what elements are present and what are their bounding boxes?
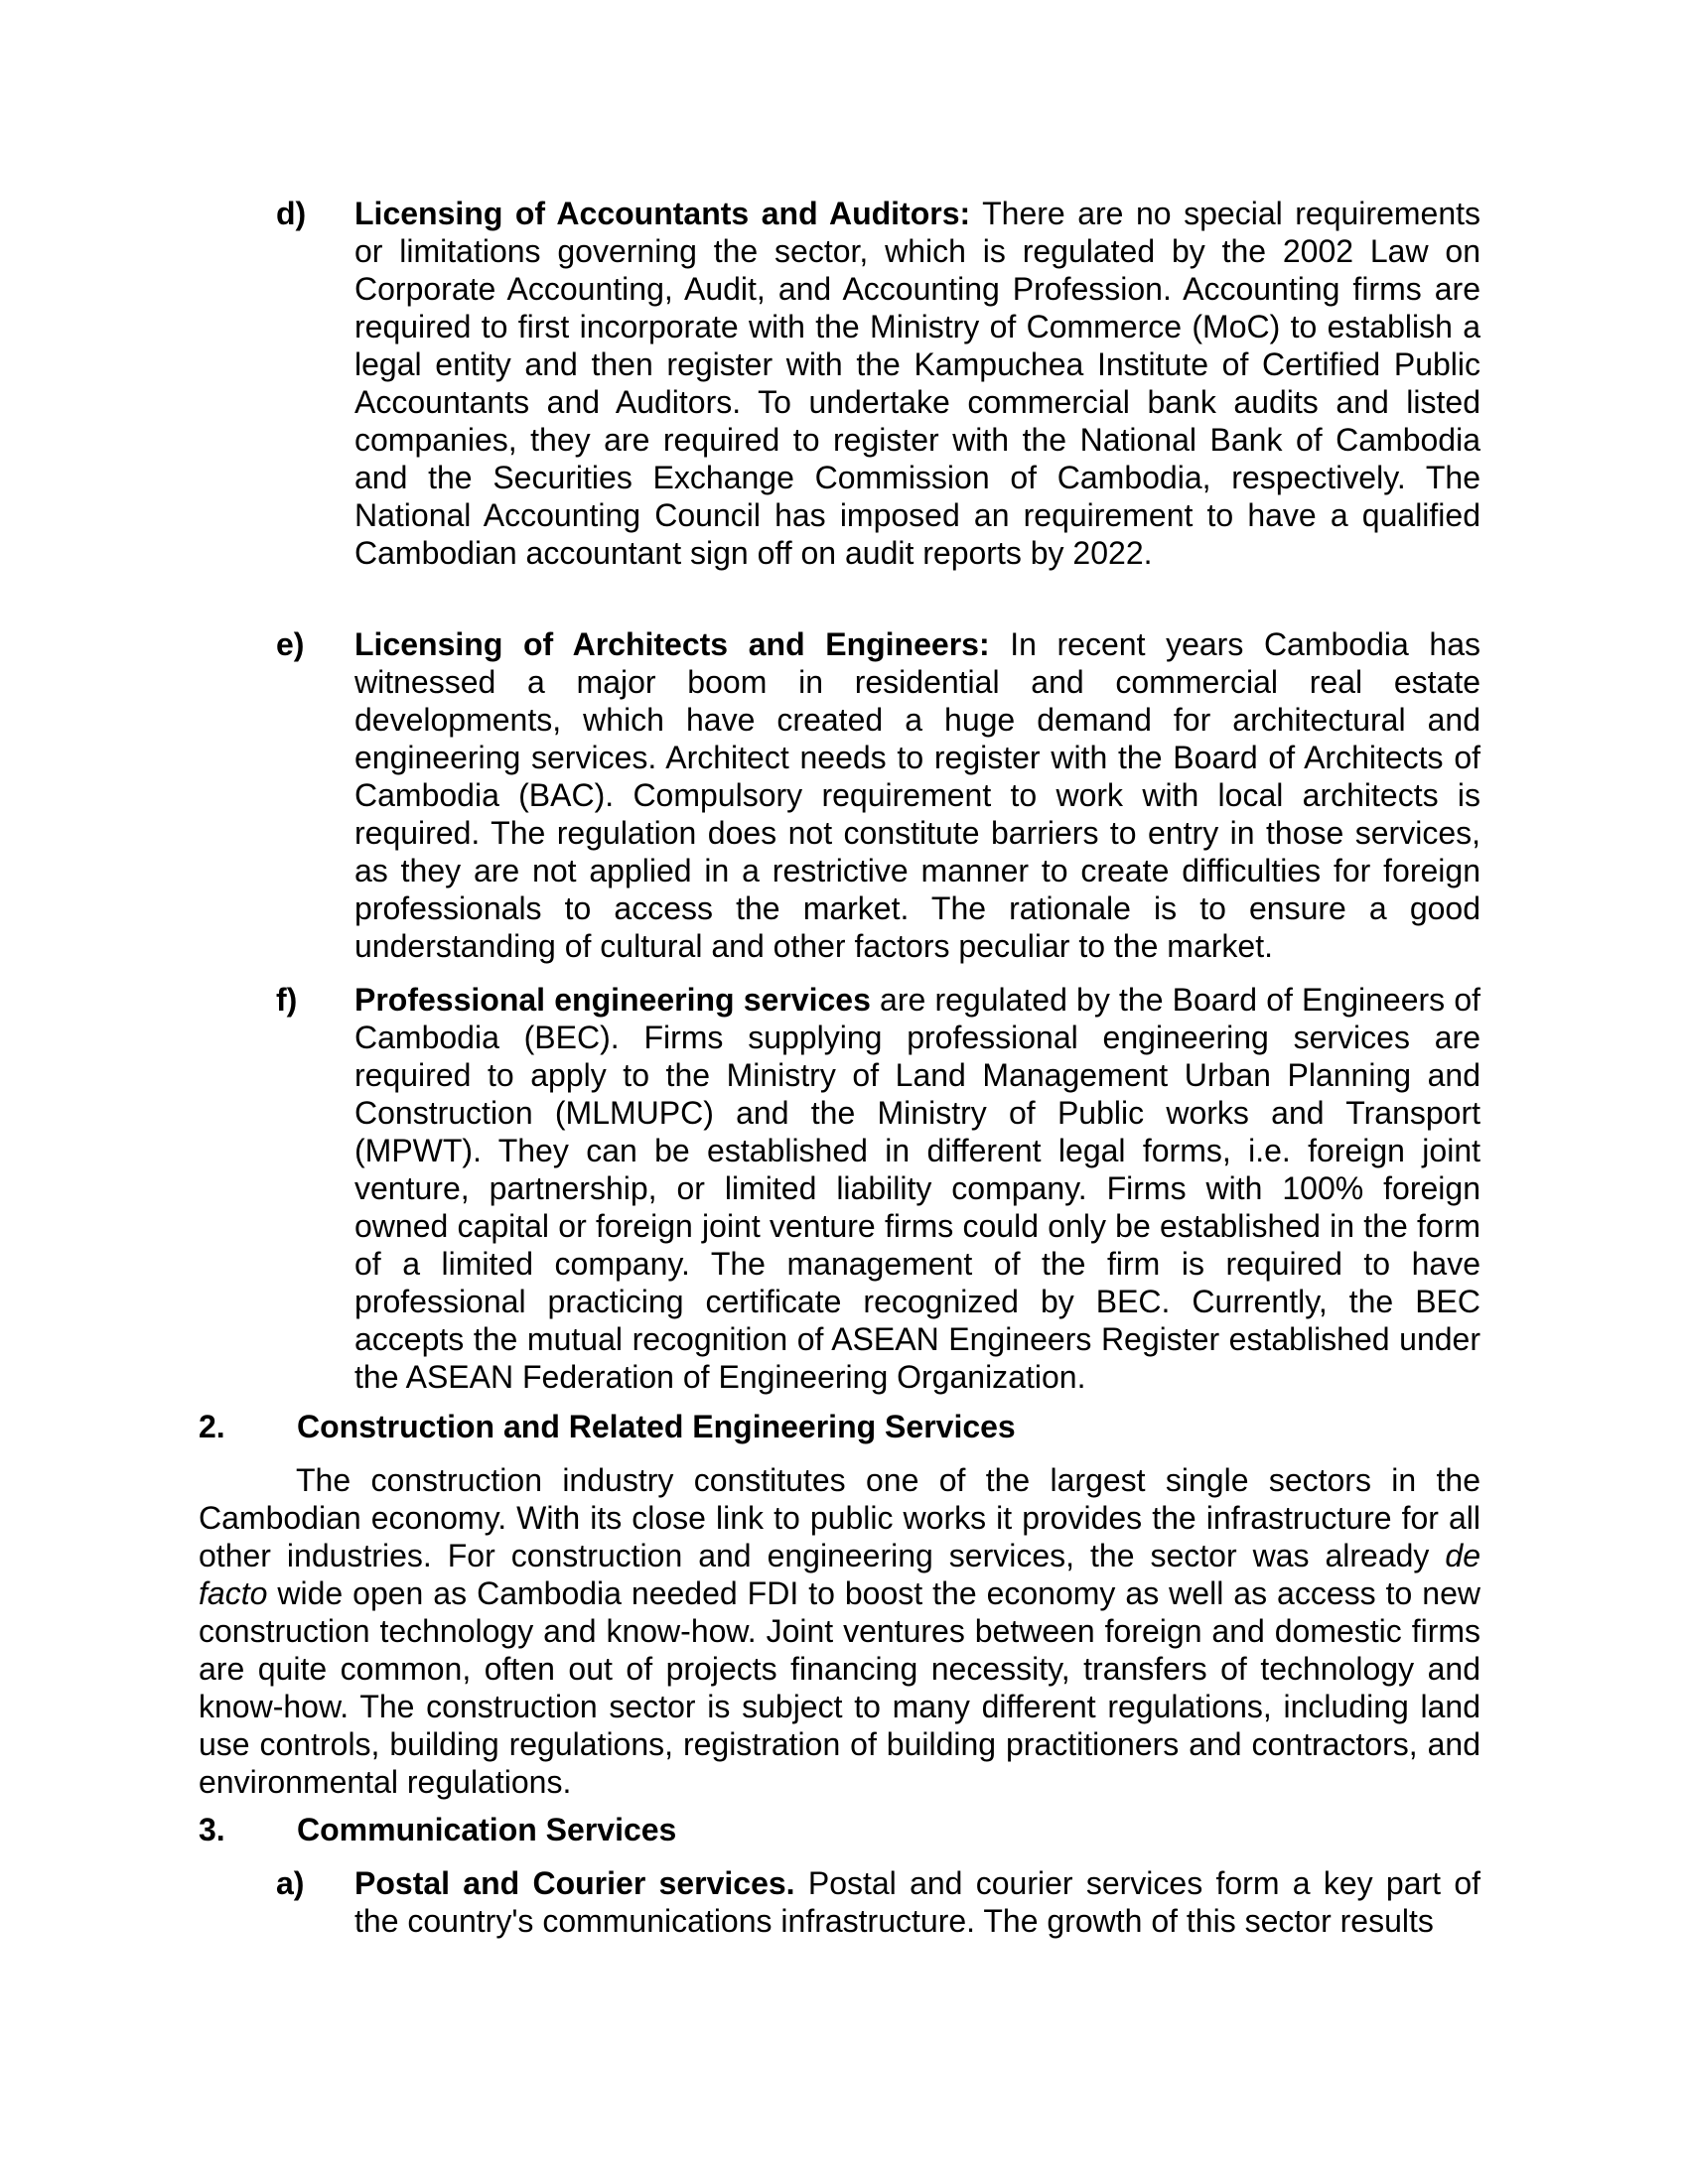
section-title: Communication Services <box>297 1812 677 1847</box>
item-text: are regulated by the Board of Engineers of Cambodia (BEC). Firms supplying professional engineering services are required to apply to the Ministry of Land Management Urban Planning and Construction (MLMUPC) and the Ministry of Public works and Transport (MPWT). They can be established in different legal forms, i.e. foreign joint venture, partnership, or limited liability company. Firms with 100% foreign owned capital or foreign joint venture firms could only be established in the form of a limited company. The management of the firm is required to have professional practicing certificate recognized by BEC. Currently, the BEC accepts the mutual recognition of ASEAN Engineers Register established under the ASEAN Federation of Engineering Organization. <box>354 982 1481 1395</box>
section-2-paragraph <box>199 1461 1480 1801</box>
item-lead: Licensing of Accountants and Auditors: <box>354 196 971 231</box>
section-number: 3. <box>199 1812 225 1847</box>
section-number: 2. <box>199 1409 225 1444</box>
item-text: Postal and courier services form a key part of the country's communications infrastructure. The growth of this sector results <box>354 1865 1481 1939</box>
item-lead: Licensing of Architects and Engineers: <box>354 626 990 662</box>
paragraph-text: wide open as Cambodia needed FDI to boost the economy as well as access to new construction technology and know-how. Joint ventures between foreign and domestic firms are quite common, often out of projects financing necessity, transfers of technology and know-how. The construction sector is subject to many different regulations, including land use controls, building regulations, registration of building practitioners and contractors, and environmental regulations. <box>199 1575 1480 1800</box>
item-text: In recent years Cambodia has witnessed a major boom in residential and commercial real estate developments, which have created a huge demand for architectural and engineering services. Architect needs to register with the Board of Architects of Cambodia (BAC). Compulsory requirement to work with local architects is required. The regulation does not constitute barriers to entry in those services, as they are not applied in a restrictive manner to create difficulties for foreign professionals to access the market. The rationale is to ensure a good understanding of cultural and other factors peculiar to the market. <box>354 626 1481 964</box>
item-marker: d) <box>276 196 307 231</box>
item-body <box>354 195 1480 572</box>
paragraph-italic: de facto <box>199 1538 1480 1611</box>
item-body <box>354 981 1480 1396</box>
item-lead: Postal and Courier services. <box>354 1865 795 1901</box>
item-marker: a) <box>276 1865 305 1901</box>
item-body <box>354 625 1480 965</box>
item-body <box>354 1864 1480 1940</box>
paragraph-text: The construction industry constitutes one of the largest single sectors in the Cambodian economy. With its close link to public works it provides the infrastructure for all other industries. For construction and engineering services, the sector was already <box>199 1462 1480 1573</box>
item-text: There are no special requirements or limitations governing the sector, which is regulated by the 2002 Law on Corporate Accounting, Audit, and Accounting Profession. Accounting firms are required to first incorporate with the Ministry of Commerce (MoC) to establish a legal entity and then register with the Kampuchea Institute of Certified Public Accountants and Auditors. To undertake commercial bank audits and listed companies, they are required to register with the National Bank of Cambodia and the Securities Exchange Commission of Cambodia, respectively. The National Accounting Council has imposed an requirement to have a qualified Cambodian accountant sign off on audit reports by 2022. <box>354 196 1481 571</box>
section-title: Construction and Related Engineering Services <box>297 1409 1016 1444</box>
item-marker: e) <box>276 626 305 662</box>
item-lead: Professional engineering services <box>354 982 871 1018</box>
item-marker: f) <box>276 982 298 1018</box>
